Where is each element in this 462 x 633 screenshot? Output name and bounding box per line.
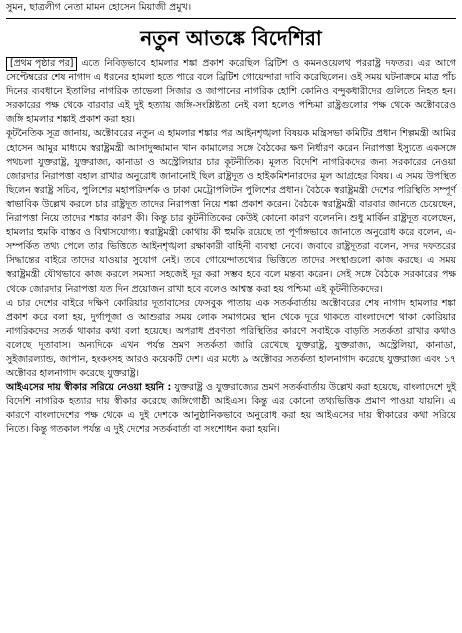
paragraph: এ চার দেশের বাইরে দক্ষিণ কোরিয়ার দূতাবাসের ফেসবুক পাতায় এক সতর্কবার্তায় অক্টোবরের শেষ নাগাদ হামলার শঙ্কা প্রকাশ করে বলা হয়, দুর্গাপূজা ও আশুরার সময় লোক সমাগমের স্থান থেকে দূরে থাকতে বাংলাদেশে থাকা কোরিয়ার নাগরিকদের সতর্ক থাকার কথা বলা হয়েছে। অপরাধ প্রবণতা পরিস্থিতির কারণে সবাইকে বাড়তি সতর্কতা রাখার কথাও বলেছে দূতাবাস। অন্যদিকে এখন পর্যন্ত ভ্রমণ সতর্কতা জারি রেখেছে যুক্তরাষ্ট্র, যুক্তরাজ্য, অস্ট্রেলিয়া, কানাডা, সুইজারল্যান্ড, জাপান, হংকংসহ আরও কয়েকটি দেশ। এর মধ্যে ৯ অক্টোবর সতর্কতা হালনাগাদ করেছে যুক্তরাজ্য এবং ১৭ অক্টোবর হালনাগাদ করেছে যুক্তরাষ্ট্র। — [6, 297, 456, 380]
paragraph — [6, 57, 456, 127]
paragraph — [6, 381, 456, 437]
paragraph-text: এতে নিবিড়ভাবে হামলার শঙ্কা প্রকাশ করেছিল ব্রিটিশ ও কমনওয়েলথ পররাষ্ট্র দফতর। এর আগে সেপ্টেম্বরের শেষ নাগাদ এ ধরনের হামলা হতে পারে বলে ব্রিটিশ গোয়েন্দারা দাবি করেছিলেন। ওই সময় ঘটনাক্রমে মাত্র পাঁচ দিনের ব্যবধানে ইতালির নাগরিক তাভেলা সিজার ও জাপানের নাগরিক হোশি কোনিও বন্দুকধারীদের গুলিতে নিহত হন। সরকারের পক্ষ থেকে বারবার এই দুই হত্যায় জঙ্গি-সংশ্লিষ্টতা নেই বলা হলেও পশ্চিমা রাষ্ট্রগুলোর পক্ষ থেকে অক্টোবরেও জঙ্গি হামলার শঙ্কাই প্রকাশ করা হয়। — [6, 58, 456, 126]
continuation-label: [প্রথম পৃষ্ঠার পর] — [6, 57, 77, 71]
article-body — [6, 57, 456, 438]
previous-article-tail: সুমন, ছাত্রলীগ নেতা মামন হোসেন মিয়াজী প্রমুখ। — [6, 2, 192, 13]
divider-line — [6, 18, 456, 19]
subheading: আইএসের দায় স্বীকার সরিয়ে নেওয়া হয়নি : — [6, 382, 172, 394]
paragraph-text: যুক্তরাষ্ট্র ও যুক্তরাজ্যের ভ্রমণ সতর্কবার্তায় উল্লেখ করা হয়েছে, বাংলাদেশে দুই বিদেশি নাগরিক হত্যার দায় স্বীকার করেছে জঙ্গিগোষ্ঠী আইএস। কিন্তু এর কোনো তথ্যভিত্তিক প্রমাণ পাওয়া যায়নি। এ কারণে বাংলাদেশের পক্ষ থেকে এ দুই দেশকে আনুষ্ঠানিকভাবে অনুরোধ করা হয় আইএসের দায় স্বীকারের কথা সরিয়ে নিতে। কিন্তু গতকাল পর্যন্ত এ দুই দেশের সতর্কবার্তা বা সংশোধন করা হয়নি। — [6, 382, 456, 436]
paragraph: কূটনৈতিক সূত্র জানায়, অক্টোবরের নতুন এ হামলার শঙ্কার পর আইনশৃঙ্খলা বিষয়ক মন্ত্রিসভা কমিটির প্রধান শিল্পমন্ত্রী আমির হোসেন আমুর মাধ্যমে স্বরাষ্ট্রমন্ত্রী আসাদুজ্জামান খান কামালের সঙ্গে বৈঠকের ক্ষণ নির্ধারণ করেন নিরাপত্তা ইস্যুতে একসঙ্গে পথচলা যুক্তরাষ্ট্র, যুক্তরাজ্য, কানাডা ও অস্ট্রেলিয়ার চার কূটনীতিক। মূলত বিদেশি নাগরিকদের জন্য সরকারের নেওয়া জোরদার নিরাপত্তা বহাল রাখার অনুরোধ জানানোই ছিল রাষ্ট্রদূত ও হাইকমিশনারদের মূল আগ্রহের বিষয়। এ সময় উপস্থিত ছিলেন স্বরাষ্ট্র সচিব, পুলিশের মহাপরিদর্শক ও ঢাকা মেট্রোপলিটন পুলিশের প্রধান। বৈঠকে স্বরাষ্ট্রমন্ত্রী দেশের পরিস্থিতি সম্পূর্ণ স্বাভাবিক উল্লেখ করলে চার রাষ্ট্রদূত তাদের নিরাপত্তা নিয়ে শঙ্কা প্রকাশ করেন। বৈঠকে স্বরাষ্ট্রমন্ত্রী বারবার জানতে চেয়েছেন, নিরাপত্তা নিয়ে তাদের শঙ্কার কারণ কী। কিন্তু চার কূটনীতিকের কেউই কোনো কারণ বলেননি। শুধু মার্কিন রাষ্ট্রদূত বলেছেন, হামলার হুমকি বাস্তব ও বিশ্বাসযোগ্য। স্বরাষ্ট্রমন্ত্রী কোথায় কী হুমকি রয়েছে তা পূর্ণাঙ্গভাবে জানাতে অনুরোধ করে বলেন, এ-সম্পর্কিত তথ্য পেলে তার ভিত্তিতে আইনশৃঙ্খলা রক্ষাকারী বাহিনী ব্যবস্থা নেবে। জবাবে রাষ্ট্রদূতরা বলেন, সদর দফতরের সিদ্ধান্তের বাইরে তাদের যাওয়ার সুযোগ নেই। তবে গোয়েন্দাতথ্যের ভিত্তিতে তাদের সংস্থাগুলো কাজ করছে। এ সময় স্বরাষ্ট্রমন্ত্রী যৌথভাবে কাজ করলে সমস্যা সহজেই দূর করা সম্ভব হবে বলে মন্তব্য করেন। সেই সঙ্গে বৈঠকে সরকারের পক্ষ থেকে জোরদার নিরাপত্তা যত দিন প্রয়োজন রাখা হবে বলেও আশ্বস্ত করা হয় পশ্চিমা এই কূটনীতিকদের। — [6, 128, 456, 295]
headline: নতুন আতঙ্কে বিদেশিরা — [140, 26, 322, 50]
